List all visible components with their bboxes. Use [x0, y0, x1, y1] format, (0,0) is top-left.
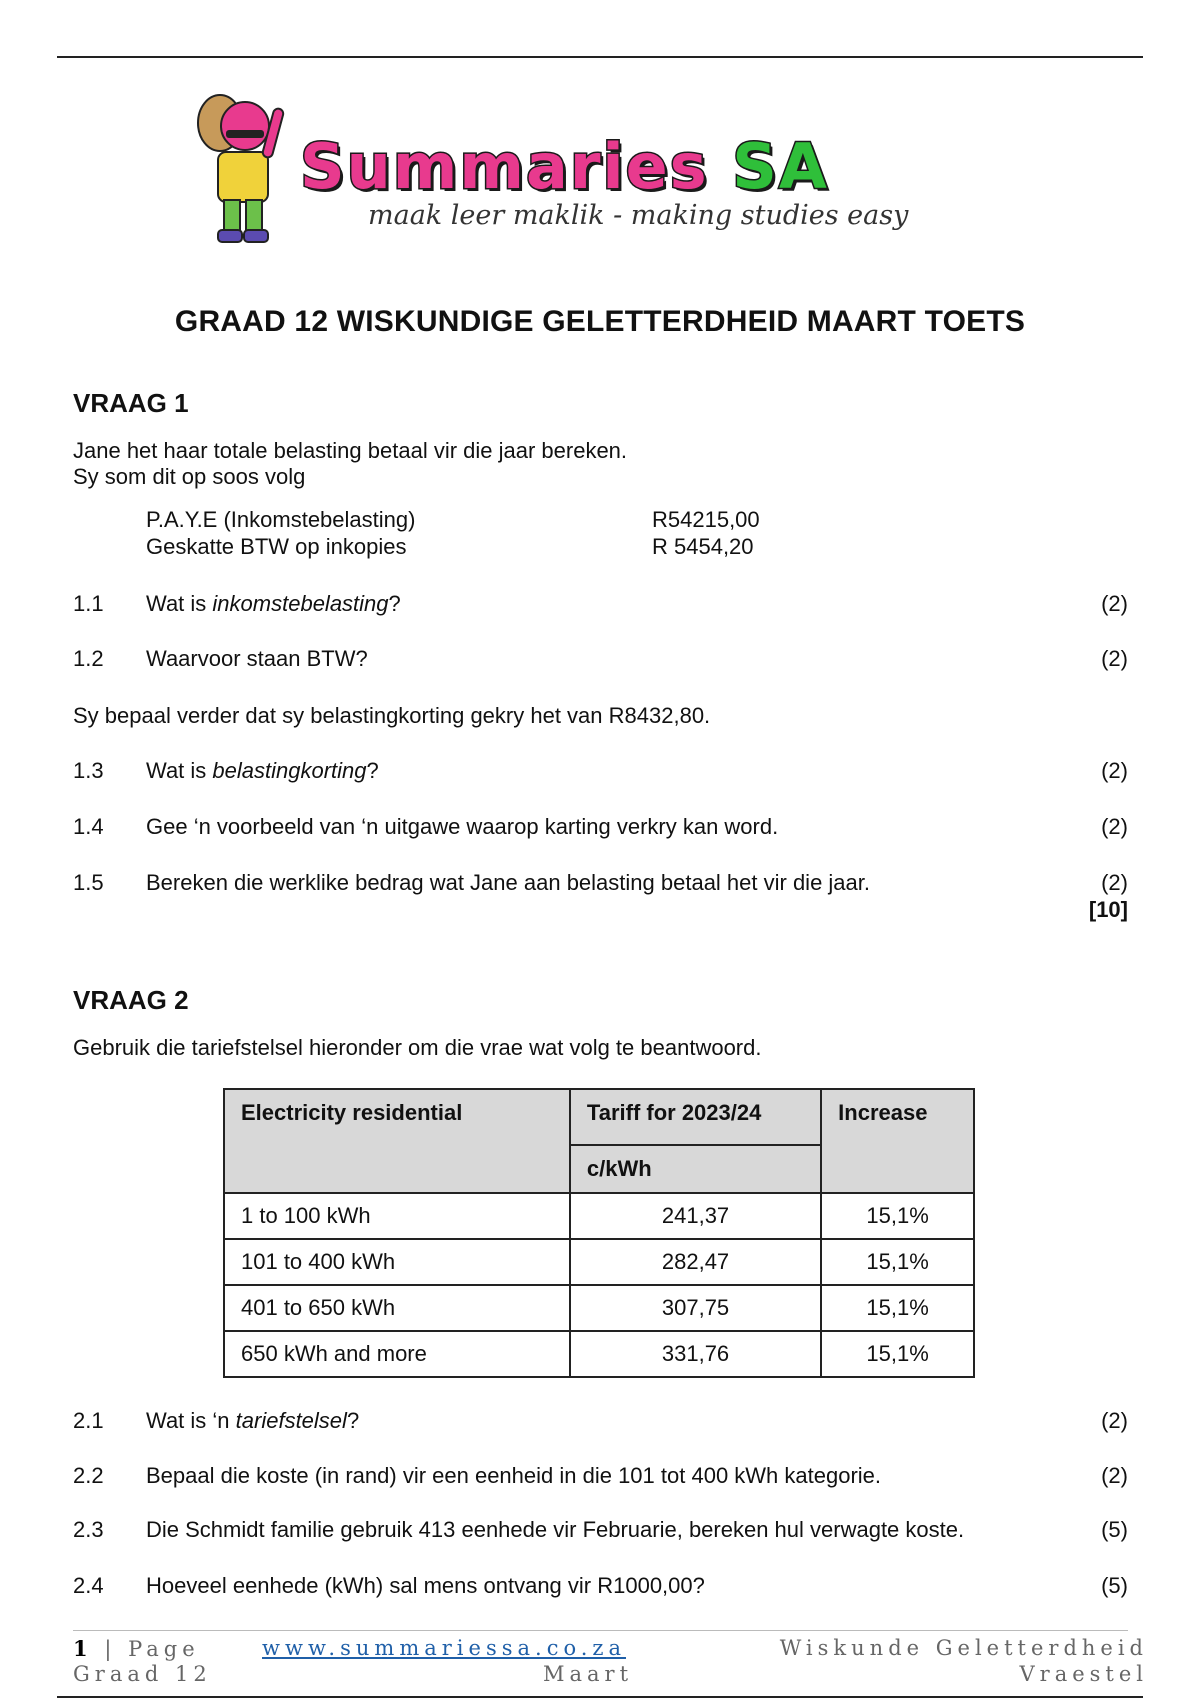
logo-tagline: maak leer maklik - making studies easy — [368, 200, 909, 231]
column-header: Increase — [821, 1089, 974, 1193]
question-row — [73, 591, 1128, 621]
tax-item-amount: R54215,00 — [652, 507, 760, 532]
question-marks: (2) — [1101, 758, 1128, 783]
question-1-heading: VRAAG 1 — [73, 388, 189, 418]
mascot-icon — [190, 88, 300, 248]
tax-item-amount: R 5454,20 — [652, 534, 754, 559]
question-text: Bereken die werklike bedrag wat Jane aan belasting betaal het vir die jaar. — [146, 870, 871, 895]
question-text: Waarvoor staan BTW? — [146, 646, 368, 671]
top-rule — [57, 56, 1143, 58]
table-row — [224, 1193, 974, 1239]
tax-item-label: Geskatte BTW op inkopies — [146, 534, 407, 559]
table-cell: 307,75 — [570, 1285, 821, 1331]
question-number: 1.1 — [73, 591, 104, 616]
tax-item-label: P.A.Y.E (Inkomstebelasting) — [146, 507, 416, 532]
question-2-intro: Gebruik die tariefstelsel hieronder om die vrae wat volg te beantwoord. — [73, 1035, 762, 1060]
table-cell: 282,47 — [570, 1239, 821, 1285]
table-cell: 15,1% — [821, 1285, 974, 1331]
page-title: GRAAD 12 WISKUNDIGE GELETTERDHEID MAART TOETS — [174, 305, 1026, 338]
question-row — [73, 646, 1128, 676]
footer-page: 1 | Page — [73, 1636, 200, 1661]
table-cell: 15,1% — [821, 1331, 974, 1377]
table-row — [224, 1331, 974, 1377]
question-text: Die Schmidt familie gebruik 413 eenhede vir Februarie, bereken hul verwagte koste. — [146, 1517, 965, 1542]
table-row — [224, 1239, 974, 1285]
footer-doc-type: Vraestel — [1019, 1662, 1148, 1686]
question-number: 2.3 — [73, 1517, 104, 1542]
question-number: 1.4 — [73, 814, 104, 839]
column-header: Electricity residential — [224, 1089, 570, 1193]
footer-website-link[interactable]: www.summariessa.co.za — [262, 1636, 626, 1660]
column-unit: c/kWh — [570, 1145, 821, 1193]
question-text: Gee ‘n voorbeeld van ‘n uitgawe waarop karting verkry kan word. — [146, 814, 779, 839]
question-number: 1.2 — [73, 646, 104, 671]
question-text: Hoeveel eenhede (kWh) sal mens ontvang vir R1000,00? — [146, 1573, 705, 1598]
question-marks: (5) — [1101, 1573, 1128, 1598]
question-number: 1.3 — [73, 758, 104, 783]
question-row — [73, 758, 1128, 788]
question-row — [73, 1408, 1128, 1438]
question-1-mid-text: Sy bepaal verder dat sy belastingkorting gekry het van R8432,80. — [73, 703, 711, 728]
question-row — [73, 1573, 1128, 1603]
question-marks: (5) — [1101, 1517, 1128, 1542]
question-1-intro-line-1: Jane het haar totale belasting betaal vir die jaar bereken. — [73, 438, 628, 463]
question-marks: (2) — [1101, 870, 1128, 895]
tariff-table — [223, 1088, 975, 1378]
table-cell: 241,37 — [570, 1193, 821, 1239]
question-text: Wat is ‘n tariefstelsel? — [146, 1408, 360, 1433]
table-row — [224, 1285, 974, 1331]
question-number: 2.2 — [73, 1463, 104, 1488]
table-cell: 650 kWh and more — [224, 1331, 570, 1377]
question-marks: (2) — [1101, 646, 1128, 671]
question-marks: (2) — [1101, 814, 1128, 839]
question-marks: (2) — [1101, 1463, 1128, 1488]
question-row — [73, 870, 1128, 900]
question-row — [73, 814, 1128, 844]
question-marks: (2) — [1101, 1408, 1128, 1433]
table-cell: 331,76 — [570, 1331, 821, 1377]
table-cell: 101 to 400 kWh — [224, 1239, 570, 1285]
column-header: Tariff for 2023/24 — [570, 1089, 821, 1145]
footer-month: Maart — [543, 1662, 634, 1686]
question-row — [73, 1463, 1128, 1493]
question-1-total: [10] — [1088, 897, 1128, 922]
footer-rule — [73, 1630, 1128, 1631]
question-1-intro-line-2: Sy som dit op soos volg — [73, 464, 306, 489]
table-header-row — [224, 1089, 974, 1145]
footer-subject: Wiskunde Geletterdheid — [779, 1636, 1148, 1660]
bottom-rule — [57, 1696, 1143, 1698]
table-cell: 401 to 650 kWh — [224, 1285, 570, 1331]
logo-wordmark: Summaries SA — [300, 130, 829, 203]
table-cell: 15,1% — [821, 1239, 974, 1285]
table-cell: 1 to 100 kWh — [224, 1193, 570, 1239]
question-number: 1.5 — [73, 870, 104, 895]
question-text: Bepaal die koste (in rand) vir een eenheid in die 101 tot 400 kWh kategorie. — [146, 1463, 882, 1488]
question-2-heading: VRAAG 2 — [73, 985, 189, 1015]
question-text: Wat is inkomstebelasting? — [146, 591, 401, 616]
question-row — [73, 1517, 1128, 1547]
table-cell: 15,1% — [821, 1193, 974, 1239]
question-marks: (2) — [1101, 591, 1128, 616]
question-number: 2.4 — [73, 1573, 104, 1598]
question-number: 2.1 — [73, 1408, 104, 1433]
summaries-sa-logo — [190, 88, 1010, 248]
footer-grade: Graad 12 — [73, 1662, 212, 1686]
question-text: Wat is belastingkorting? — [146, 758, 379, 783]
